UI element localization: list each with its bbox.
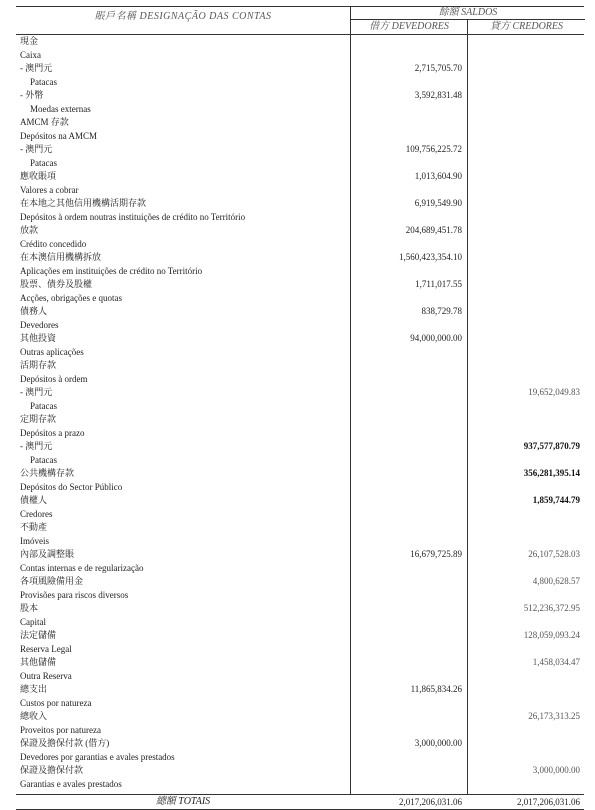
table-row [16, 346, 584, 360]
table-row [16, 508, 584, 522]
account-name: 股本 [20, 603, 39, 613]
account-name: 在本澳信用機構拆放 [20, 252, 102, 262]
table-row [16, 602, 584, 616]
debit-value: 3,000,000.00 [414, 738, 462, 748]
table-row [16, 359, 584, 373]
debit-value: 1,013,604.90 [414, 171, 462, 181]
account-name: Moedas externas [30, 103, 91, 114]
account-name: Patacas [30, 157, 57, 168]
table-row [16, 683, 584, 697]
table-row [16, 157, 584, 171]
debit-value: 11,865,834.26 [410, 684, 462, 694]
account-column-header: 賬戶名稱 DESIGNAÇÃO DAS CONTAS [94, 11, 272, 22]
debit-value: 109,756,225.72 [405, 144, 462, 154]
account-name: Devedores [20, 319, 59, 330]
totals-row [16, 794, 584, 810]
table-header [16, 6, 584, 35]
table-row [16, 49, 584, 63]
debit-value: 838,729.78 [421, 306, 462, 316]
account-name: Custos por natureza [20, 697, 92, 708]
account-name: Garantias e avales prestados [20, 778, 122, 789]
account-name: 法定儲備 [20, 630, 57, 640]
table-row [16, 305, 584, 319]
account-name: - 外幣 [20, 90, 44, 100]
table-row [16, 386, 584, 400]
saldos-header: 餘額 SALDOS [350, 7, 585, 20]
table-row [16, 616, 584, 630]
account-name: Depósitos na AMCM [20, 130, 98, 141]
table-row [16, 494, 584, 508]
table-row [16, 481, 584, 495]
account-name: 股票、債券及股權 [20, 279, 93, 289]
account-name: 總支出 [20, 684, 48, 694]
account-name: 債務人 [20, 306, 48, 316]
account-name: 活期存款 [20, 360, 57, 370]
table-row [16, 778, 584, 792]
account-name: - 澳門元 [20, 387, 53, 397]
account-name: 公共機構存款 [20, 468, 75, 478]
table-row [16, 184, 584, 198]
account-name: - 澳門元 [20, 441, 53, 451]
account-name: Depósitos do Sector Público [20, 481, 123, 492]
account-name: 定期存款 [20, 414, 57, 424]
table-row [16, 292, 584, 306]
table-row [16, 413, 584, 427]
debit-value: 1,560,423,354.10 [399, 252, 462, 262]
table-row [16, 319, 584, 333]
table-row [16, 224, 584, 238]
account-name: Crédito concedido [20, 238, 87, 249]
account-name: Acções, obrigações e quotas [20, 292, 122, 303]
debit-value: 1,711,017.55 [415, 279, 462, 289]
table-row [16, 670, 584, 684]
table-row [16, 170, 584, 184]
debit-value: 3,592,831.48 [414, 90, 462, 100]
table-row [16, 76, 584, 90]
table-row [16, 440, 584, 454]
account-name: 總收入 [20, 711, 48, 721]
credit-value: 26,107,528.03 [528, 549, 580, 559]
credit-value: 512,236,372.95 [523, 603, 580, 613]
credit-value: 1,458,034.47 [532, 657, 580, 667]
account-name: 債權人 [20, 495, 48, 505]
table-row [16, 656, 584, 670]
account-name: Patacas [30, 400, 57, 411]
table-row [16, 548, 584, 562]
account-name: Depósitos à ordem [20, 373, 88, 384]
balance-sheet [16, 6, 584, 807]
totals-label: 總額 TOTAIS [155, 796, 211, 807]
account-name: Contas internas e de regularização [20, 562, 144, 573]
table-row [16, 467, 584, 481]
account-name: 應收賬項 [20, 171, 57, 181]
table-row [16, 629, 584, 643]
account-name: 不動產 [20, 522, 48, 532]
table-row [16, 332, 584, 346]
table-row [16, 535, 584, 549]
table-row [16, 116, 584, 130]
account-name: Depósitos à ordem noutras instituições de crédito no Território [20, 211, 246, 222]
credit-value: 1,859,744.79 [532, 495, 580, 505]
table-row [16, 737, 584, 751]
table-row [16, 575, 584, 589]
table-row [16, 562, 584, 576]
table-row [16, 62, 584, 76]
table-row [16, 103, 584, 117]
account-name: 放款 [20, 225, 39, 235]
table-row [16, 251, 584, 265]
account-name: Patacas [30, 454, 57, 465]
debit-column-header: 借方 DEVEDORES [350, 20, 467, 34]
debit-value: 94,000,000.00 [410, 333, 462, 343]
account-name: 其他投資 [20, 333, 57, 343]
table-row [16, 697, 584, 711]
table-row [16, 373, 584, 387]
account-name: AMCM 存款 [20, 117, 69, 127]
table-row [16, 710, 584, 724]
table-row [16, 278, 584, 292]
table-row [16, 751, 584, 765]
table-row [16, 89, 584, 103]
account-name: Valores a cobrar [20, 184, 79, 195]
table-row [16, 265, 584, 279]
account-name: Devedores por garantias e avales prestados [20, 751, 175, 762]
account-name: Aplicações em instituições de crédito no Território [20, 265, 203, 276]
table-row [16, 197, 584, 211]
credit-value: 3,000,000.00 [532, 765, 580, 775]
account-name: 在本地之其他信用機構活期存款 [20, 198, 147, 208]
account-name: Credores [20, 508, 53, 519]
credit-column-header: 貸方 CREDORES [467, 20, 585, 34]
table-row [16, 211, 584, 225]
account-name: 其他儲備 [20, 657, 57, 667]
account-name: 各項風險備用金 [20, 576, 84, 586]
account-name: 現金 [20, 36, 39, 46]
table-row [16, 400, 584, 414]
account-name: Proveitos por natureza [20, 724, 101, 735]
table-row [16, 589, 584, 603]
debit-value: 204,689,451.78 [405, 225, 462, 235]
credit-value: 356,281,395.14 [523, 468, 580, 478]
table-row [16, 143, 584, 157]
debit-value: 2,715,705.70 [414, 63, 462, 73]
account-name: Provisões para riscos diversos [20, 589, 129, 600]
table-row [16, 521, 584, 535]
credit-value: 4,800,628.57 [532, 576, 580, 586]
table-row [16, 130, 584, 144]
table-row [16, 454, 584, 468]
credit-value: 19,652,049.83 [528, 387, 580, 397]
account-name: - 澳門元 [20, 63, 53, 73]
credit-value: 128,059,093.24 [523, 630, 580, 640]
table-row [16, 238, 584, 252]
account-name: Reserva Legal [20, 643, 72, 654]
credit-value: 26,173,313.25 [528, 711, 580, 721]
account-name: Imóveis [20, 535, 49, 546]
account-rows [16, 35, 584, 791]
account-name: 內部及調整賬 [20, 549, 75, 559]
account-name: Outra Reserva [20, 670, 72, 681]
debit-value: 16,679,725.89 [410, 549, 462, 559]
table-row [16, 724, 584, 738]
table-row [16, 764, 584, 778]
table-row [16, 35, 584, 49]
account-name: 保證及擔保付款 [20, 765, 84, 775]
credit-value: 937,577,870.79 [523, 441, 580, 451]
account-name: Caixa [20, 49, 41, 60]
table-row [16, 643, 584, 657]
totals-debit: 2,017,206,031.06 [399, 797, 462, 807]
account-name: Patacas [30, 76, 57, 87]
account-name: - 澳門元 [20, 144, 53, 154]
account-name: Outras aplicações [20, 346, 84, 357]
account-name: Depósitos a prazo [20, 427, 85, 438]
account-name: Capital [20, 616, 46, 627]
debit-value: 6,919,549.90 [414, 198, 462, 208]
table-row [16, 427, 584, 441]
totals-credit: 2,017,206,031.06 [517, 797, 580, 807]
account-name: 保證及擔保付款 (借方) [20, 738, 110, 748]
